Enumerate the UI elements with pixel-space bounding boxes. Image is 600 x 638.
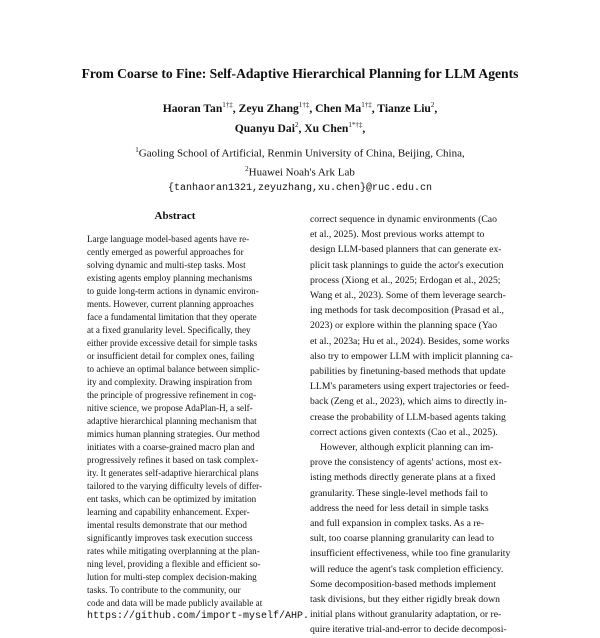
abstract-line: mimics human planning strategies. Our method [87, 429, 260, 439]
body-line: quire iterative trial-and-error to decide decomposi- [310, 624, 507, 636]
abstract-line: cently emerged as powerful approaches for [87, 247, 244, 257]
body-line: initial plans without granularity adaptation, or re- [310, 609, 502, 621]
author-affil-mark: 2 [294, 120, 299, 129]
body-line: granularity. These single-level methods fail to [310, 487, 488, 499]
body-line: design LLM-based planners that can generate ex- [310, 244, 502, 256]
author-line-1: Haoran Tan$^{1\dagger\ddagger}$, Zeyu Zhang$^{1\dagger\ddagger}$, Chen $Ma^{1\dagger\ddagger}$, Tianze Liu$^2$, [162, 101, 438, 115]
author-list [0, 97, 600, 137]
affiliation-2 [0, 162, 600, 181]
body-line: Some decomposition-based methods implement [310, 578, 496, 590]
affiliation-mark: 2 [245, 165, 249, 174]
body-line: address the need for less detail in simple tasks [310, 502, 489, 514]
author-affil-mark: 1†‡ [361, 101, 372, 109]
abstract-line: initiates with a coarse-grained macro plan and [87, 442, 255, 452]
body-line: 2023) or explore within the planning space (Yao [310, 320, 498, 332]
affiliation-text: Huawei Noah's Ark Lab [248, 166, 355, 179]
affiliations [0, 143, 600, 197]
abstract-line: ity and complexity. Drawing inspiration from [87, 377, 253, 387]
body-line: Wang et al., 2023). Some of them leverage search- [310, 290, 506, 302]
abstract-line: learning and capability enhancement. Exper- [87, 507, 250, 517]
abstract-line: at a fixed granularity level. Specifically, they [87, 325, 251, 335]
abstract-line: nitive science, we propose AdaPlan-H, a self- [87, 403, 253, 413]
abstract-line: the principle of progressive refinement in cog- [87, 390, 257, 400]
body-line: sult, too coarse planning granularity can lead to [310, 533, 495, 545]
body-line: and full expansion in complex tasks. As a re- [310, 518, 485, 530]
author-name: Haoran Tan [162, 101, 223, 115]
abstract-line: ity. It generates self-adaptive hierarchical plans [87, 468, 259, 478]
abstract-heading: Abstract [154, 210, 196, 222]
abstract-line: ments. However, current planning approaches [87, 299, 254, 309]
author-emails: {tanhaoran1321,zeyuzhang,xu.chen}@ruc.edu.cn [167, 183, 433, 195]
body-line: correct actions given contexts (Cao et al., 2025). [310, 426, 498, 438]
abstract-line: code and data will be made publicly available at [87, 598, 263, 608]
abstract-line: ning level, providing a flexible and efficient so- [87, 559, 261, 569]
author-name: Tianze Liu [377, 101, 431, 115]
author-affil-mark: 1†‡ [222, 101, 233, 109]
author-affil-mark: 2 [430, 101, 435, 109]
body-line: back (Zeng et al., 2023), which aims to directly in- [310, 396, 507, 408]
abstract-line: to achieve an optimal balance between simplic- [87, 364, 260, 374]
abstract-line: existing agents employ planning mechanisms [87, 273, 253, 283]
body-line: plicit task plannings to guide the actor's execution [310, 259, 504, 271]
abstract-line: lution for multi-step complex decision-making [87, 572, 257, 582]
author-name: Chen Ma [315, 101, 362, 115]
body-line: process (Xiong et al., 2025; Erdogan et al., 2025; [310, 274, 501, 286]
abstract-line: or insufficient detail for complex ones, failing [87, 351, 255, 361]
abstract-line: significantly improves task execution success [87, 533, 253, 543]
body-line: also try to empower LLM with implicit planning ca- [310, 350, 513, 362]
abstract-line: face a fundamental limitation that they operate [87, 312, 257, 322]
body-line: task divisions, but they either rigidly break down [310, 594, 500, 606]
abstract-line: imental results demonstrate that our method [87, 520, 247, 530]
abstract-line: to guide long-term actions in dynamic environ- [87, 286, 259, 296]
affiliation-text: Gaoling School of Artificial, Renmin University of China, Beijing, China, [138, 147, 465, 160]
abstract-line: tasks. To contribute to the community, our [87, 585, 241, 595]
abstract-line: progressively refines it based on task complex- [87, 455, 259, 465]
body-line: LLM's parameters using expert trajectories or feed- [310, 381, 510, 393]
body-line: pabilities by finetuning-based methods that update [310, 366, 506, 378]
body-line: ing methods for task decomposition (Prasad et al., [310, 305, 504, 317]
body-line: crease the probability of LLM-based agents taking [310, 411, 506, 423]
body-line: correct sequence in dynamic environments (Cao [310, 214, 497, 225]
paper-title: From Coarse to Fine: Self-Adaptive Hierarchical Planning for LLM Agents [81, 66, 519, 81]
body-line: et al., 2025). Most previous works attempt to [310, 229, 485, 241]
body-line: isting methods directly generate plans at a fixed [310, 472, 496, 484]
abstract-line: tailored to the varying difficulty levels of differ- [87, 481, 262, 491]
author-name: Zeyu Zhang [238, 101, 299, 115]
abstract-line: solving dynamic and multi-step tasks. Most [87, 260, 246, 270]
abstract-line: ent tasks, which can be optimized by imitation [87, 494, 257, 504]
repository-link[interactable]: https://github.com/import-myself/AHP. [87, 611, 310, 622]
affiliation-mark: 1 [135, 146, 139, 154]
abstract-line: adaptive hierarchical planning mechanism that [87, 416, 257, 426]
abstract-line: either provide excessive detail for simple tasks [87, 338, 258, 348]
author-affil-mark: 1*†‡ [348, 120, 363, 129]
body-line: However, although explicit planning can im- [320, 442, 494, 454]
body-line: insufficient effectiveness, while too fine granularity [310, 548, 511, 560]
author-name: Xu Chen [304, 121, 349, 135]
body-line: prove the consistency of agents' actions, most ex- [310, 457, 502, 469]
abstract-line: Large language model-based agents have re- [87, 234, 250, 244]
body-line: et al., 2023a; Hu et al., 2024). Besides, some works [310, 335, 510, 347]
author-name: Quanyu Dai [234, 121, 295, 135]
author-affil-mark: 1†‡ [298, 101, 310, 109]
author-line-2: Quanyu Dai$^2$, Xu Chen$^{1*\dagger\ddagger}$, [234, 120, 366, 135]
body-line: will reduce the agent's task completion efficiency. [310, 563, 504, 575]
affiliation-1 [0, 143, 600, 162]
abstract-body [87, 233, 310, 623]
abstract-line: rates while mitigating overplanning at the plan- [87, 546, 260, 556]
intro-body [310, 212, 536, 638]
